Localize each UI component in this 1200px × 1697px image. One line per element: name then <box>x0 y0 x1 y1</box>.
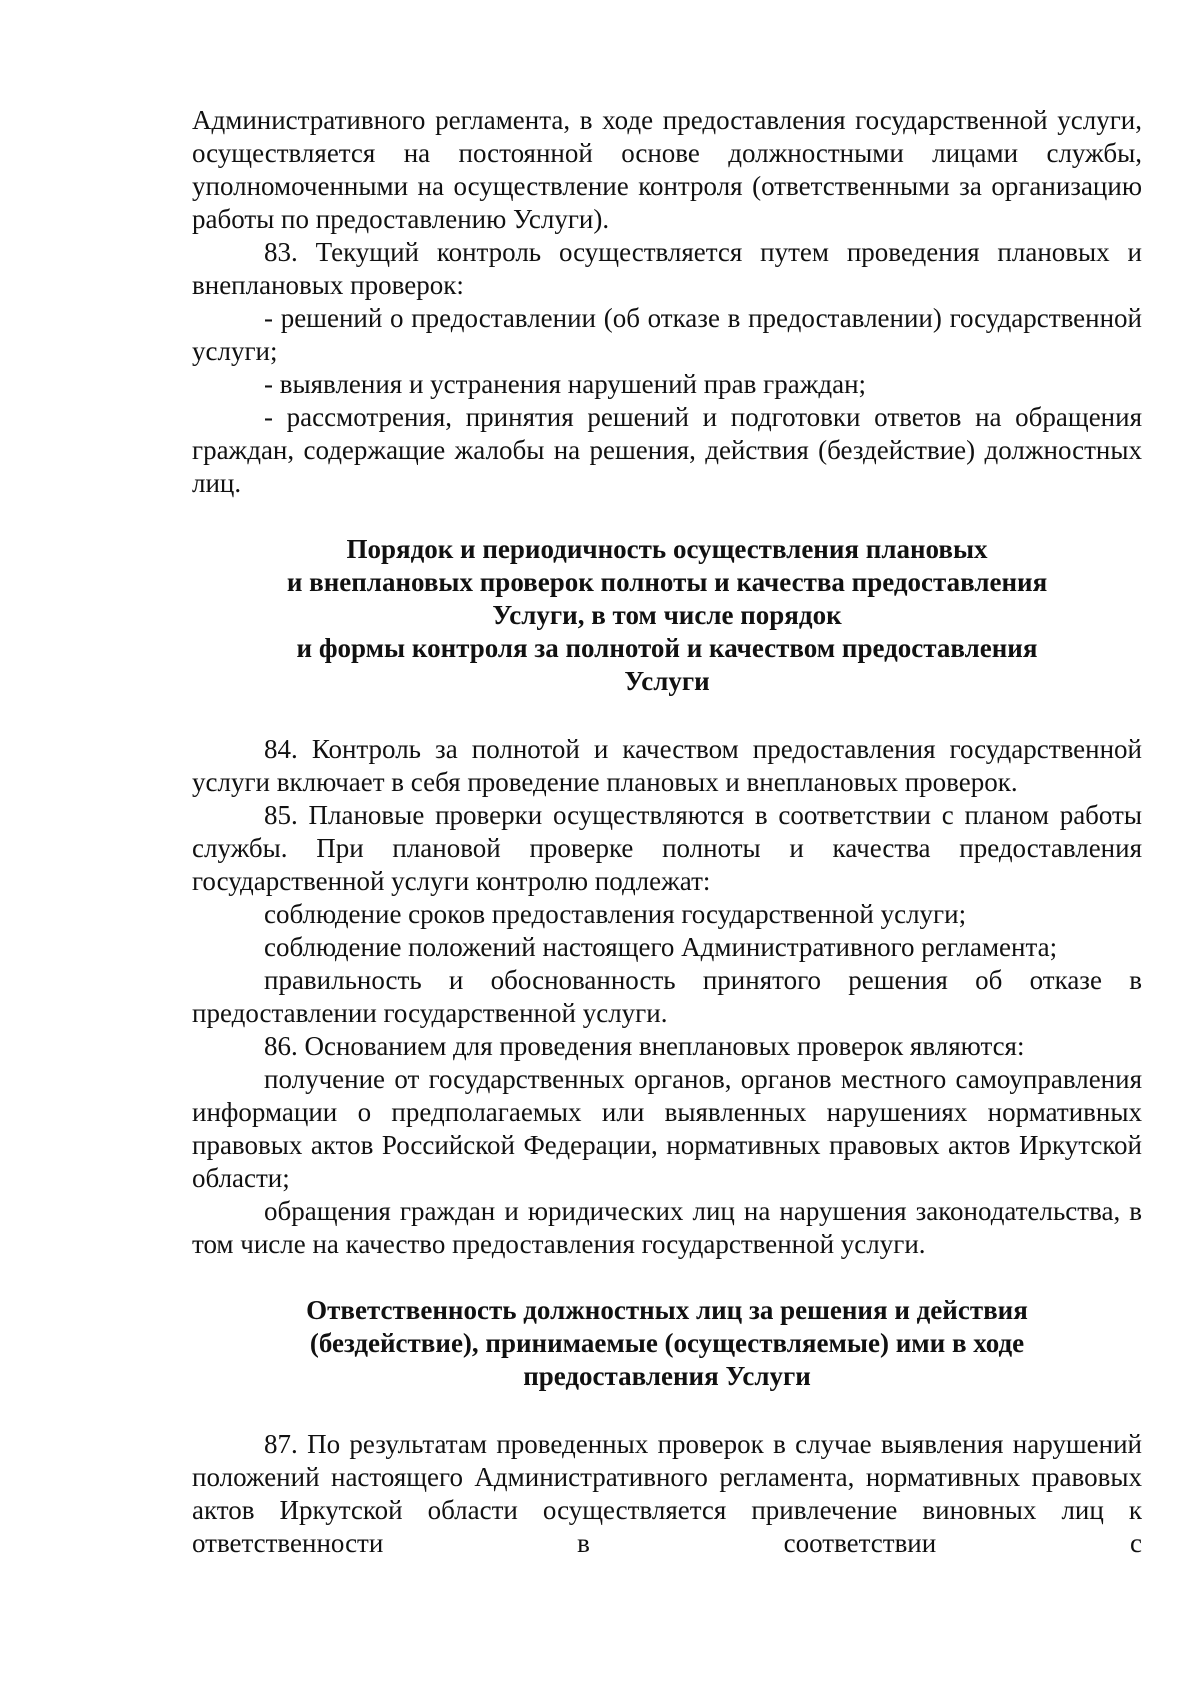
paragraph-regulation-continuation: Административного регламента, в ходе предоставления государственной услуги, осуществляется на постоянной основе должностными лицами службы, уполномоченными на осуществление контроля (ответственными за организацию работы по предоставлению Услуги). <box>192 105 1142 234</box>
list-item-refusal: правильность и обоснованность принятого решения об отказе в предоставлении государственной услуги. <box>192 965 1142 1028</box>
paragraph-83: 83. Текущий контроль осуществляется путем проведения плановых и внеплановых проверок: <box>192 237 1142 300</box>
paragraph-86: 86. Основанием для проведения внеплановых проверок являются: <box>264 1031 1025 1061</box>
list-item-provisions: соблюдение положений настоящего Административного регламента; <box>264 932 1058 962</box>
section-heading-inspections <box>192 533 1142 698</box>
heading-line: предоставления Услуги <box>523 1361 811 1391</box>
paragraph-87: 87. По результатам проведенных проверок в случае выявления нарушений положений настоящего Административного регламента, нормативных правовых актов Иркутской области осуществляется привлечение виновных лиц к ответственности в соответствии с <box>192 1429 1142 1558</box>
paragraph-84: 84. Контроль за полнотой и качеством предоставления государственной услуги включает в себя проведение плановых и внеплановых проверок. <box>192 734 1142 797</box>
list-item-information: получение от государственных органов, органов местного самоуправления информации о предполагаемых или выявленных нарушениях нормативных правовых актов Российской Федерации, нормативных правовых актов Иркутской области; <box>192 1064 1142 1193</box>
heading-line: Порядок и периодичность осуществления плановых <box>346 534 988 564</box>
section-heading-responsibility <box>192 1294 1142 1393</box>
heading-line: (бездействие), принимаемые (осуществляемые) ими в ходе <box>309 1328 1025 1358</box>
document-body <box>192 104 1142 1560</box>
heading-line: Услуги, в том числе порядок <box>492 600 842 630</box>
list-item-violations: - выявления и устранения нарушений прав граждан; <box>264 369 867 399</box>
heading-line: и формы контроля за полнотой и качеством предоставления <box>296 633 1038 663</box>
heading-line: Услуги <box>624 666 710 696</box>
list-item-appeals: - рассмотрения, принятия решений и подготовки ответов на обращения граждан, содержащие жалобы на решения, действия (бездействие) должностных лиц. <box>192 402 1142 498</box>
list-item-citizen-appeals: обращения граждан и юридических лиц на нарушения законодательства, в том числе на качество предоставления государственной услуги. <box>192 1196 1142 1259</box>
heading-line: Ответственность должностных лиц за решения и действия <box>306 1295 1028 1325</box>
heading-line: и внеплановых проверок полноты и качества предоставления <box>286 567 1048 597</box>
paragraph-85: 85. Плановые проверки осуществляются в соответствии с планом работы службы. При плановой проверке полноты и качества предоставления государственной услуги контролю подлежат: <box>192 800 1142 896</box>
list-item-decisions: - решений о предоставлении (об отказе в предоставлении) государственной услуги; <box>192 303 1142 366</box>
list-item-deadlines: соблюдение сроков предоставления государственной услуги; <box>264 899 967 929</box>
